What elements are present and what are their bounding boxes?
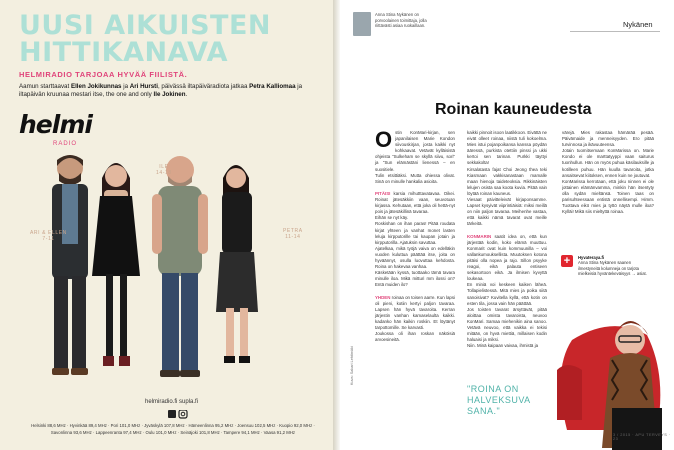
label-petra: PETRA 11-14 <box>283 228 303 240</box>
article-title: Roinan kauneudesta <box>435 101 592 118</box>
helmi-radio-logo <box>19 110 92 147</box>
paragraph: Jos toisten tavarat ärsyttävät, pitää aloittaa omista tavaroista, neuvoo KonMari. Samaa miehenikin aina sanoo. Vetävä neuvoo, että vaikka ei tekisi mitään, on hyvä miettiä, millaisen kodin haluaisi ja miksi. <box>467 306 547 343</box>
page-footer: 3 / 2015 · APU TERVEYS · 23 <box>613 433 671 441</box>
lead-keyword: YHDEN <box>375 294 391 300</box>
paragraph: Kirsalatasta fajat Choi Jeong thea teki Kiasmaan vakkisanastaan mamalle maan hienoja taideteoksia. Rikkinäisten lelujen osista saa koota kuvia. Pitää vain löytää roinan kauneus. <box>467 166 547 196</box>
hyvateko-text <box>578 255 651 276</box>
paragraph: Käsketään kyssä, tuottaako tämä tavara minulle iloa. Mikä mitturi mm ilossi on? Entä muiden ilo? <box>375 270 455 288</box>
intro-name-ellen: Ellen Jokikunnas <box>70 83 122 90</box>
paragraph: Jotain tuomitsemaan KonMarissa on. Marie Kondo ei ole marttatyyppi vaan saiturus tuonhullun. Hän on myös puhua käsilauksille ja kotilleen puhuu. Hän kuulla tavaroita, jotka ansaitsevat kiitoksen, ennen kuin ne joutuvat. <box>562 148 654 178</box>
hyvateko-title: Hyvateraya.fi <box>578 255 605 260</box>
section-name: Nykänen <box>623 20 653 29</box>
hyvateko-desc: Anna Stina Nykänen saanen ilmestyneitä kolumneja on tarjota mielkeisiä hyväntekeväisyys → asiat. <box>578 260 647 276</box>
paragraph: Roskishan on ihan paras! Pitää roudata kirjat yhteen ja vanhat monet lasten leluja kirpputorille tai kaupan jotain ja kirpputorilla. Ajatuksin savuttaa. <box>375 221 455 245</box>
site-links: helmiradio.fi supla.fi <box>145 399 199 405</box>
pull-quote: "ROINA ON HALVEKSUVA SANA." <box>467 384 531 416</box>
hosts-photo <box>40 148 300 398</box>
article-column-1 <box>375 127 455 343</box>
label-ile: ILE 14-18 <box>156 164 172 176</box>
ad-intro <box>19 83 319 99</box>
author-portrait <box>552 300 674 450</box>
instagram-icon <box>179 410 187 418</box>
host-petra <box>216 165 258 363</box>
intro-text: . <box>185 91 188 98</box>
intro-text: , päivässä iltapäiväradiota jatkaa <box>157 83 250 90</box>
article-column-3 <box>562 130 654 248</box>
author-photo <box>353 12 371 36</box>
paragraph: stin KonMari-kirjan, sen japanilaisen Marie Kondon siivouskirjan, josta kaikki nyt kohkaavat. Vetävät kylläisistä ohjeista "Sulkeham se skyllä siivu, sori" ja "Sun elämästäni lienessä – en suositiele. <box>375 130 455 172</box>
section-rule <box>570 31 660 32</box>
paragraph: roinaa on toisen aarre. Kun lapsi oli pieni, kotiin kertyi paljon tavaraa. Lapsen hän hyvä tavaroita. Kerran järjestin vanhan kamaselaulta kaikki. kadanko hän kaikin roskiin. Et löytänyt tarpottomille. Se karvasti. <box>375 294 455 330</box>
left-page-ad <box>0 0 334 450</box>
intro-name-petra: Petra Kalliomaa <box>249 83 296 90</box>
intro-text: Aamun starttaavat <box>19 83 71 90</box>
host-ellen <box>92 163 140 366</box>
ad-subhead: HELMIRADIO TARJOAA HYVÄÄ FIILISTÄ. <box>19 70 188 79</box>
label-ari-ellen: ARI & ELLEN 7-11 <box>30 230 67 242</box>
paragraph: saatit idea on, että kun järjestää kodin, koko elämä muuttuu. Konmarit ovat kuin kommuunilla – voi vallankumouksellista. Muutoksen kotona pitäisi olla nopea ja rajo. Sillon psyyke reagoi, eikä palauta entiseen sekasortoon eikä. Ja ilmisen kyvyttä loukeaa. <box>467 233 547 282</box>
paragraph: kaikki pinnoit isoon laatikkoon. Eivättä ne eivät olleet roinaa, niistä tuli kokoelma. Mies istui pojanpoikansa kanssa pöydän ääressä, purkista otettiin pinssi ja ukki kertoi sen tarinan. Purkki täyttyi sekkakolta! <box>467 130 547 166</box>
intro-name-ari: Ari Hursti <box>129 83 158 90</box>
paragraph: KonMarissa kerrotaan, että joku ninnen ei ole jottainen elämänvamma, minkin hän itsentyty olla sydän mieltänsä. Toinen taas on parisuhteessaan entistä onnellisempi. Himm. Tuottava eikö mies ja tyttö näytä mulle iloa? Kylläi! Mikä siis mieltyttä roinaa. <box>562 178 654 215</box>
host-ari <box>52 155 88 375</box>
ad-headline: UUSI AIKUISTEN HITTIKANAVA <box>19 10 272 68</box>
facebook-icon <box>168 410 176 418</box>
article-column-2 <box>467 130 547 375</box>
intro-name-ile: Ile Jokinen <box>153 91 186 98</box>
lead-keyword: KONMARIN <box>467 233 492 239</box>
logo-sub: RADIO <box>53 141 78 147</box>
right-page-column <box>340 0 674 450</box>
logo-word: helmi <box>19 110 92 139</box>
paragraph: Eihän se nyt käy. <box>375 215 409 221</box>
paragraph: värejä. Mies rakastaa hämärää pesää. Päivämaide ja menneisyyden. Ero pitää turvinnosa ja ikävuuteensa. <box>562 130 654 148</box>
host-ile <box>152 156 208 377</box>
hyvateko-box <box>561 255 651 276</box>
paragraph: Ajatelkaa, mikä työjä vaiva on edelläkin vuoden kuluttua päättää itse, joita on hyväännyt, osulla luovuttaa kehdosta. Roina on hakevaa vanhaa. <box>375 245 455 270</box>
paragraph: Tulin etsittiäksi. Mutta ohiessa olivat. Sinä on minulle hankalia asioita. <box>375 172 455 184</box>
social-icons <box>165 410 205 419</box>
frequency-list: Helsinki 88,6 MHz · Hyvinkää 89,4 MHz · Pori 101,0 MHz · Jyväskylä 107,8 MHz · Hämeenlinna 95,2 MHz · Joensuu 102,5 MHz · Kuopio 92,0 MHz · Savonlinna 93,6 MHz · Lappeenranta 97,4 MHz · Oulu 101,0 MHz · Seinäjoki 101,8 MHz · Tampere 94,1 MHz · Vaasa 91,2 MHz <box>31 423 315 435</box>
author-blurb: Anna Stina Nykänen on porvoolainen toimittaja, jolla riittävästi asiaa ruokaillaan. <box>375 12 427 28</box>
paragraph: karsia mihutttavatavaa. Oikei. Roinat jätesäkkiin vaan, seuvotuan kirjassa. Kehutaan, että joka oli hettä-nyt pois ja jätesäkillinä tavaraa. <box>375 190 455 215</box>
drop-cap: O <box>375 127 393 152</box>
paragraph: Joukossa oli ihan roskan näköisiä arvoesineitä. <box>375 331 455 343</box>
plus-icon: + <box>561 255 573 267</box>
intro-text: ja <box>121 83 130 90</box>
lead-keyword: PITÄISI <box>375 190 391 196</box>
intro-text: ja iltapäivän kruunaa mestari itse, the one and only <box>19 83 303 98</box>
photo-credit: Kuva: Sakari Lehtimäki <box>350 346 354 385</box>
paragraph: Niin. Minä kaipaan vaivaa, ihmistä ja <box>467 343 539 349</box>
paragraph: En miniä voi keskeen kaiken läheä. Tollapielistessä. Mitä mies ja poika siitä sanoisivat? Kuvitella kyllä, että kotin on esten tila, jossa vain hän päättää. <box>467 282 547 306</box>
paragraph: Viesaat päivitteleivät kirjaponsamme. Lapset kysyivät viiprintiäisiä: miksi meillä on niin paljon tavaraa. Meihenhe vastaa, että kaikki nämä tavarat ovat meille tärkeitä. <box>467 197 547 227</box>
